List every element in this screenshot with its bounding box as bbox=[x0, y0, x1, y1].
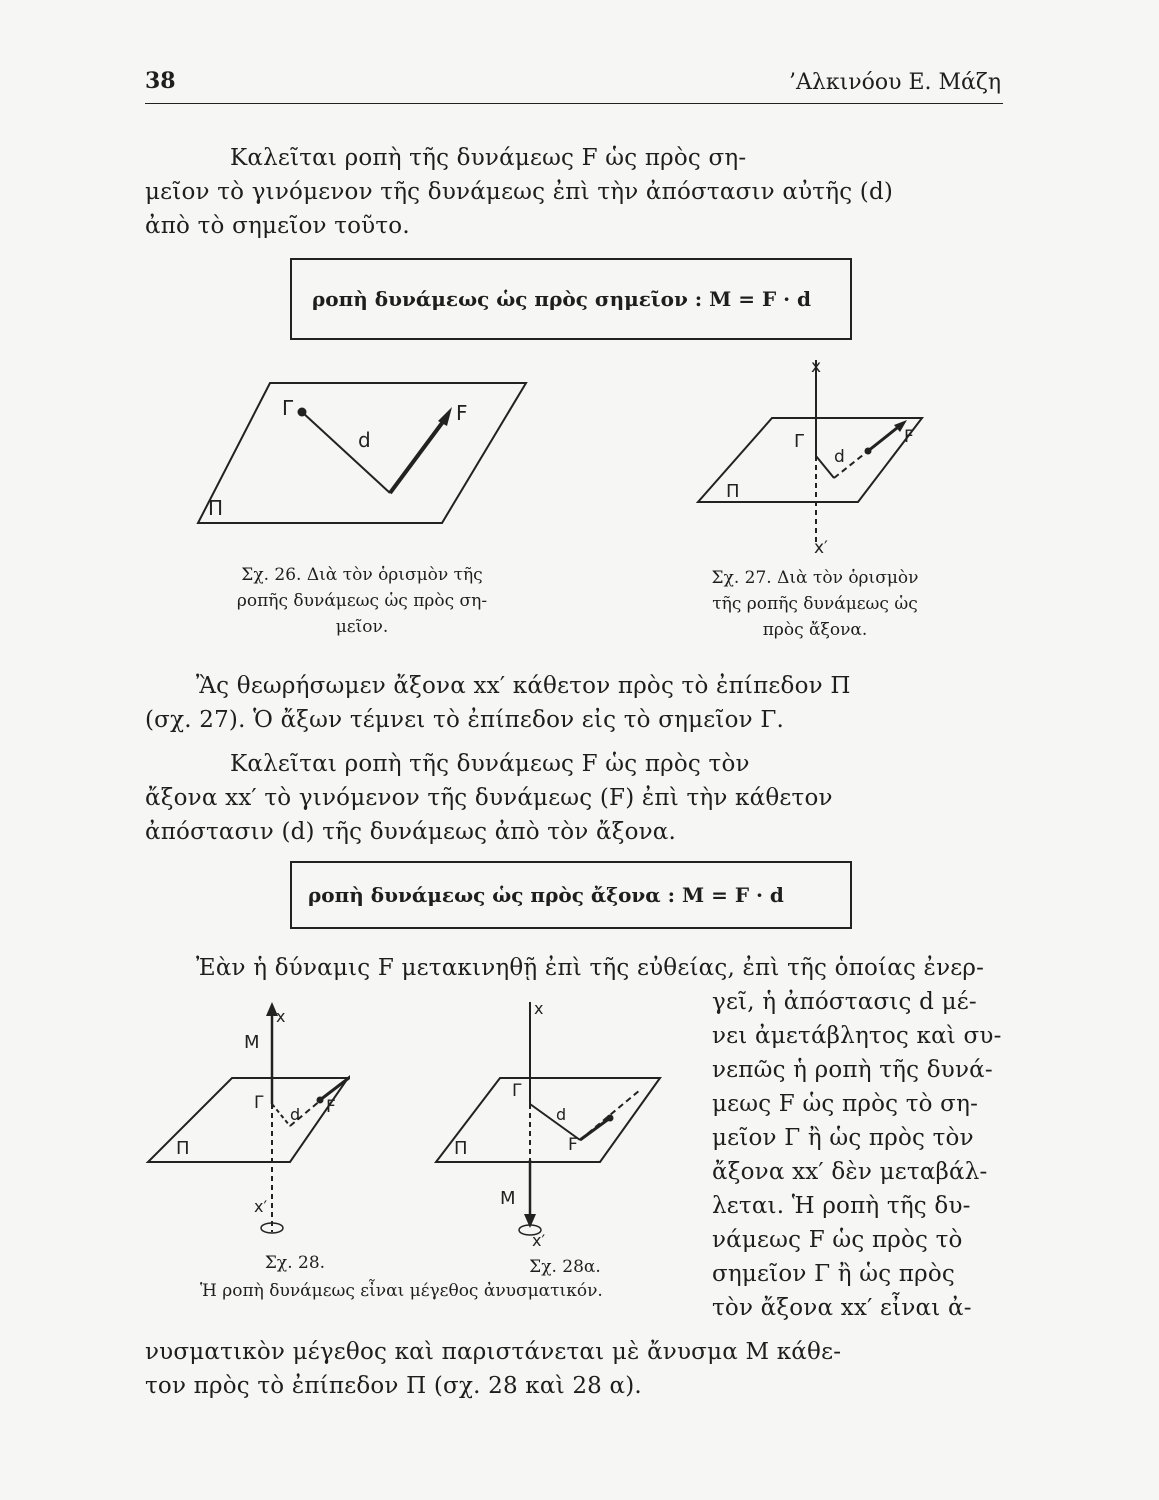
para1-line2: μεῖον τὸ γινόμενον τῆς δυνάμεως ἐπὶ τὴν ἀπόστασιν αὐτῆς (d) bbox=[145, 179, 894, 205]
force-origin-point bbox=[865, 448, 872, 455]
fig26-label-f: F bbox=[456, 401, 468, 425]
para4-right-3: νεπῶς ἡ ροπὴ τῆς δυνά- bbox=[712, 1057, 993, 1083]
para4-right-10: τὸν ἄξονα xx′ εἶναι ἀ- bbox=[712, 1295, 972, 1321]
para4-right-2: νει ἀμετάβλητος καὶ συ- bbox=[712, 1023, 1002, 1049]
figure-27 bbox=[690, 350, 925, 565]
para3-line2: ἄξονα xx′ τὸ γινόμενον τῆς δυνάμεως (F) ἐπὶ τὴν κάθετον bbox=[145, 785, 833, 811]
force-f-arrow bbox=[580, 1118, 610, 1140]
fig26-label-gamma: Γ bbox=[282, 396, 294, 420]
para4-right-5: μεῖον Γ ἢ ὡς πρὸς τὸν bbox=[712, 1125, 974, 1151]
plane-pi bbox=[436, 1078, 660, 1162]
fig28a-label-gamma: Γ bbox=[512, 1081, 522, 1101]
para4-right-6: ἄξονα xx′ δὲν μεταβάλ- bbox=[712, 1159, 988, 1185]
para4-right-8: νάμεως F ὡς πρὸς τὸ bbox=[712, 1227, 963, 1253]
header-rule bbox=[145, 103, 1003, 104]
distance-d-line bbox=[272, 1104, 290, 1126]
fig28a-label-xprime: x′ bbox=[532, 1231, 546, 1250]
figure-28 bbox=[140, 1000, 350, 1250]
fig27-label-x: x bbox=[811, 357, 822, 377]
fig28-caption: Σχ. 28. bbox=[264, 1253, 326, 1273]
para3-line1: Καλεῖται ροπὴ τῆς δυνάμεως F ὡς πρὸς τὸν bbox=[230, 751, 750, 777]
fig27-label-f: F bbox=[904, 427, 914, 447]
figure-note: Ἡ ροπὴ δυνάμεως εἶναι μέγεθος ἀνυσματικόν. bbox=[200, 1281, 603, 1301]
fig28-label-x: x bbox=[276, 1007, 286, 1026]
fig28a-caption: Σχ. 28α. bbox=[529, 1257, 601, 1277]
fig26-label-pi: Π bbox=[208, 496, 224, 520]
fig28a-label-d: d bbox=[556, 1105, 567, 1124]
fig26-caption: Σχ. 26. Διὰ τὸν ὁρισμὸν τῆς ροπῆς δυνάμεως ὡς πρὸς ση- μεῖον. bbox=[236, 565, 488, 637]
force-f-arrow bbox=[390, 415, 448, 493]
definition-box-point bbox=[290, 258, 852, 340]
fig28-label-gamma: Γ bbox=[254, 1093, 264, 1113]
para5-line2: τον πρὸς τὸ ἐπίπεδον Π (σχ. 28 καὶ 28 α). bbox=[145, 1373, 642, 1399]
para3-line3: ἀπόστασιν (d) τῆς δυνάμεως ἀπὸ τὸν ἄξονα. bbox=[145, 819, 677, 845]
para4-right-4: μεως F ὡς πρὸς τὸ ση- bbox=[712, 1091, 979, 1117]
fig27-label-xprime: x′ bbox=[814, 538, 828, 558]
fig28a-label-x: x bbox=[534, 1000, 544, 1018]
force-origin-point bbox=[607, 1115, 614, 1122]
distance-d-line bbox=[302, 412, 390, 493]
fig26-label-d: d bbox=[358, 428, 371, 452]
figure-28a bbox=[428, 1000, 668, 1250]
fig28-label-d: d bbox=[290, 1105, 301, 1124]
para2-line1: Ἂς θεωρήσωμεν ἄξονα xx′ κάθετον πρὸς τὸ ἐπίπεδον Π bbox=[196, 673, 851, 699]
plane-pi bbox=[198, 383, 526, 523]
figure-26 bbox=[190, 375, 550, 550]
para4-right-1: γεῖ, ἡ ἀπόστασις d μέ- bbox=[712, 989, 977, 1015]
para4-right-9: σημεῖον Γ ἢ ὡς πρὸς bbox=[712, 1261, 955, 1287]
para1-line3: ἀπὸ τὸ σημεῖον τοῦτο. bbox=[145, 213, 410, 239]
force-origin-point bbox=[317, 1097, 324, 1104]
para4-line1: Ἐὰν ἡ δύναμις F μετακινηθῇ ἐπὶ τῆς εὐθείας, ἐπὶ τῆς ὁποίας ἐνερ- bbox=[196, 955, 985, 981]
fig28-label-f: F bbox=[326, 1097, 336, 1117]
fig28a-label-pi: Π bbox=[454, 1138, 468, 1159]
fig28-label-pi: Π bbox=[176, 1138, 190, 1159]
definition-point-text: ροπὴ δυνάμεως ὡς πρὸς σημεῖον : M = F · d bbox=[312, 287, 812, 311]
fig27-label-gamma: Γ bbox=[794, 431, 805, 452]
running-head: ’Αλκινόου Ε. Μάζη bbox=[789, 70, 1001, 95]
para4-right-7: λεται. Ἡ ροπὴ τῆς δυ- bbox=[712, 1193, 971, 1219]
fig28a-label-m: M bbox=[500, 1188, 516, 1209]
para2-line2: (σχ. 27). Ὁ ἄξων τέμνει τὸ ἐπίπεδον εἰς τὸ σημεῖον Γ. bbox=[145, 707, 784, 733]
fig27-label-pi: Π bbox=[726, 481, 740, 502]
para5-line1: νυσματικὸν μέγεθος καὶ παριστάνεται μὲ ἄνυσμα M κάθε- bbox=[145, 1339, 842, 1365]
definition-box-axis bbox=[290, 861, 852, 929]
para1-line1: Καλεῖται ροπὴ τῆς δυνάμεως F ὡς πρὸς ση- bbox=[230, 145, 747, 171]
fig27-caption: Σχ. 27. Διὰ τὸν ὁρισμὸν τῆς ροπῆς δυνάμεως ὡς πρὸς ἄξονα. bbox=[711, 568, 919, 640]
page-number: 38 bbox=[145, 68, 176, 94]
fig28-label-m: M bbox=[244, 1032, 260, 1053]
distance-d-line bbox=[816, 456, 834, 478]
fig28a-label-f: F bbox=[568, 1135, 578, 1155]
fig28-label-xprime: x′ bbox=[254, 1197, 268, 1216]
definition-axis-text: ροπὴ δυνάμεως ὡς πρὸς ἄξονα : M = F · d bbox=[308, 883, 784, 907]
fig27-label-d: d bbox=[834, 447, 845, 467]
